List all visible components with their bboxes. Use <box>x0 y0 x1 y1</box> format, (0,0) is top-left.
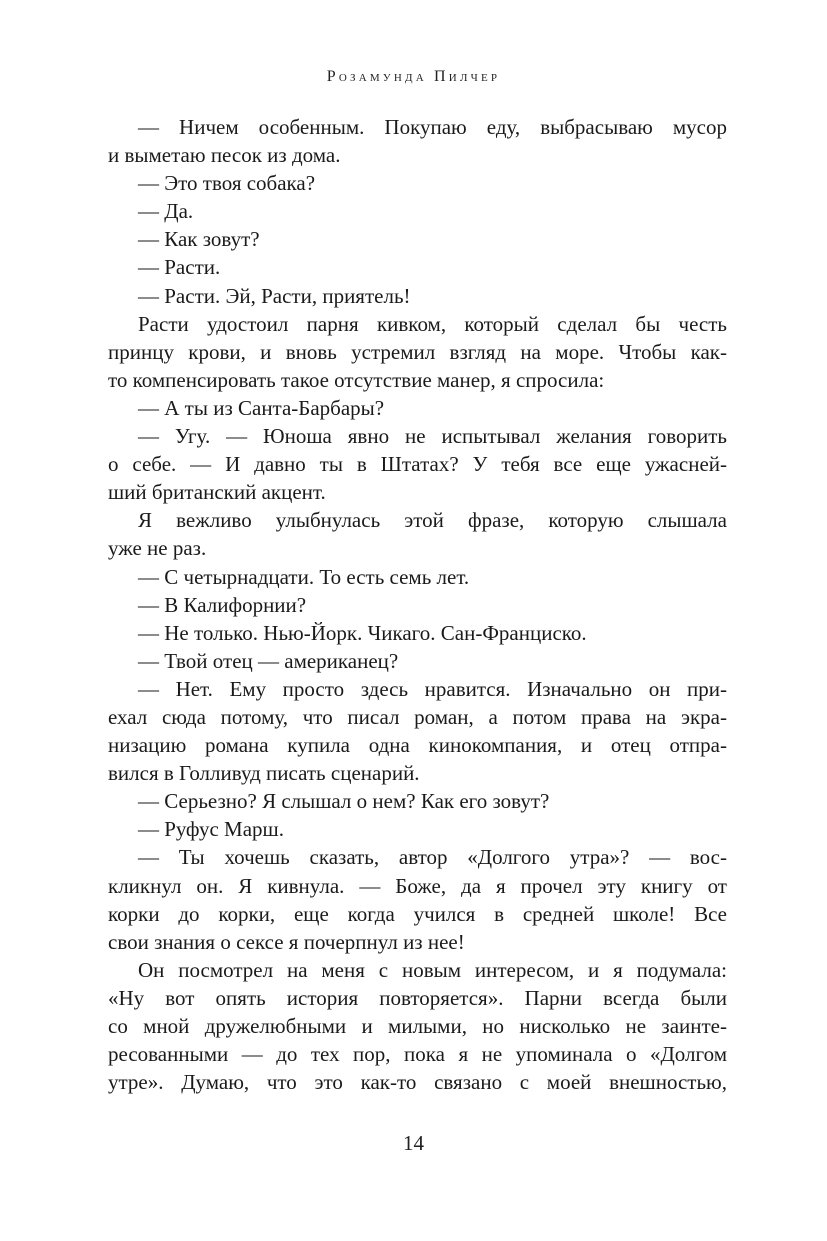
text-line: — С четырнадцати. То есть семь лет. <box>138 564 470 589</box>
text-line: — Ты хочешь сказать, автор «Долгого утра»? — вос- <box>138 845 727 870</box>
text-line: — Расти. Эй, Расти, приятель! <box>138 283 411 308</box>
text-line: — Твой отец — американец? <box>138 648 399 673</box>
text-line: принцу крови, и вновь устремил взгляд на море. Чтобы как- <box>108 339 727 364</box>
running-head: Розамунда Пилчер <box>326 68 501 85</box>
text-line: о себе. — И давно ты в Штатах? У тебя все еще ужасней- <box>108 452 727 477</box>
text-line: свои знания о сексе я почерпнул из нее! <box>108 929 465 954</box>
text-line: — А ты из Санта-Барбары? <box>138 395 385 420</box>
text-line: то компенсировать такое отсутствие манер, я спросила: <box>108 367 605 392</box>
text-line: Я вежливо улыбнулась этой фразе, которую слышала <box>138 508 727 533</box>
text-line: Он посмотрел на меня с новым интересом, и я подумала: <box>138 957 727 982</box>
text-line: низацию романа купила одна кинокомпания, и отец отпра- <box>108 733 727 758</box>
text-line: — Серьезно? Я слышал о нем? Как его зовут? <box>138 789 550 814</box>
text-line: утре». Думаю, что это как-то связано с моей внешностью, <box>108 1070 727 1095</box>
body-text <box>108 113 727 1096</box>
text-line: — Да. <box>138 199 194 224</box>
text-line: — Нет. Ему просто здесь нравится. Изначально он при- <box>138 676 727 701</box>
text-line: Расти удостоил парня кивком, который сделал бы честь <box>138 311 727 336</box>
text-line: «Ну вот опять история повторяется». Парни всегда были <box>108 985 727 1010</box>
text-line: — Это твоя собака? <box>138 171 316 196</box>
text-line: ресованными — до тех пор, пока я не упоминала о «Долгом <box>108 1042 727 1067</box>
text-line: — Ничем особенным. Покупаю еду, выбрасываю мусор <box>138 115 727 139</box>
text-line: и выметаю песок из дома. <box>108 143 341 168</box>
text-line: — Угу. — Юноша явно не испытывал желания говорить <box>138 424 727 449</box>
text-line: ехал сюда потому, что писал роман, а потом права на экра- <box>108 704 727 729</box>
text-line: со мной дружелюбными и милыми, но нисколько не заинте- <box>108 1014 727 1038</box>
text-line: — В Калифорнии? <box>138 592 307 617</box>
text-line: корки до корки, еще когда учился в средней школе! Все <box>108 901 727 926</box>
text-line: — Руфус Марш. <box>138 817 284 842</box>
text-line: кликнул он. Я кивнула. — Боже, да я прочел эту книгу от <box>108 873 727 898</box>
text-line: — Расти. <box>138 255 221 280</box>
page-number: 14 <box>403 1131 424 1155</box>
text-line: — Не только. Нью-Йорк. Чикаго. Сан-Франциско. <box>138 620 587 645</box>
text-line: — Как зовут? <box>138 227 260 252</box>
text-line: вился в Голливуд писать сценарий. <box>108 761 420 786</box>
text-line: уже не раз. <box>108 536 207 561</box>
text-line: ший британский акцент. <box>108 480 326 505</box>
